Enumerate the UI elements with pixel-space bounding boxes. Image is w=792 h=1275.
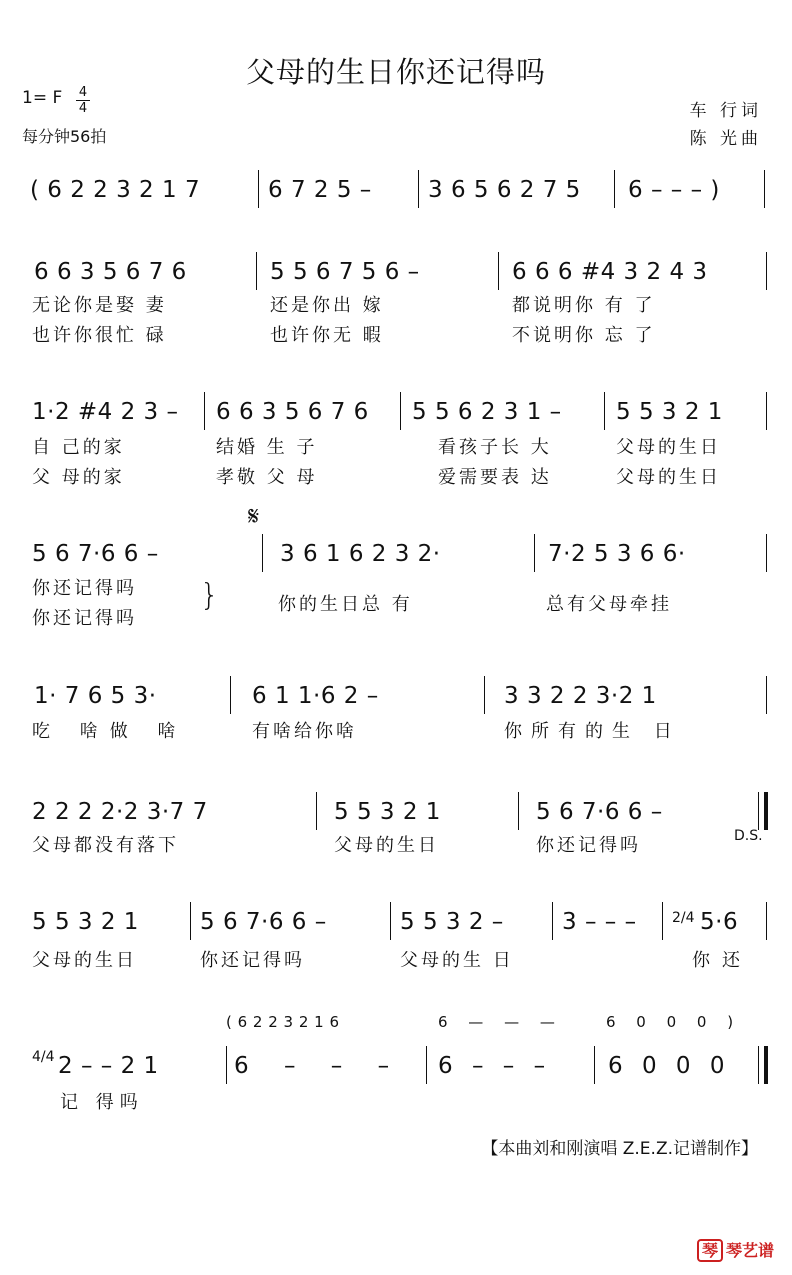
measure: 6 – – – <box>234 1053 404 1079</box>
brace: } <box>200 578 220 613</box>
lyric: 你还记得吗 <box>32 578 137 599</box>
lyric: 父母的生日 <box>32 950 137 971</box>
lyric: 自 己的家 <box>32 437 125 458</box>
lyric: 父母的生日 <box>616 467 721 488</box>
lyric: 你的生日总 有 <box>278 594 413 615</box>
lyric: 你还记得吗 <box>200 950 305 971</box>
measure: ( 6 2 2 3 2 1 7 <box>30 177 201 203</box>
system-7 <box>0 908 792 938</box>
lyric: 记 得吗 <box>60 1092 144 1113</box>
site-logo: 琴 琴艺谱 <box>697 1238 774 1261</box>
measure: 6 6 6 #4 3 2 4 3 <box>512 259 708 285</box>
measure: 5 6 7·6 6 – <box>536 799 663 825</box>
measure: 6 7 2 5 – <box>268 177 372 203</box>
measure: 6 6 3 5 6 7 6 <box>34 259 187 285</box>
credits-footer: 【本曲刘和刚演唱 Z.E.Z.记谱制作】 <box>481 1139 758 1159</box>
lyric: 你还 <box>692 950 752 971</box>
composer-credit: 陈 光曲 <box>689 129 762 149</box>
system-1 <box>0 176 792 206</box>
measure: 3 6 1 6 2 3 2· <box>280 541 441 567</box>
segno-sign: 𝄋 <box>248 502 260 532</box>
measure: 2 2 2 2·2 3·7 7 <box>32 799 208 825</box>
lyric: 父母的生日 <box>334 835 439 856</box>
measure: 5 6 7·6 6 – <box>200 909 327 935</box>
measure: 2 – – 2 1 <box>58 1053 159 1079</box>
measure: 6 — — — <box>438 1013 563 1031</box>
measure: 3 3 2 2 3·2 1 <box>504 683 657 709</box>
accompaniment-line <box>0 1012 792 1032</box>
lyric: 孝敬 父 母 <box>216 467 318 488</box>
song-title: 父母的生日你还记得吗 <box>245 55 546 89</box>
system-5 <box>0 682 792 712</box>
lyric: 父 母的家 <box>32 467 125 488</box>
lyricist-credit: 车 行词 <box>689 101 762 121</box>
measure: 3 6 5 6 2 7 5 <box>428 177 581 203</box>
time-change: 4/4 <box>32 1049 55 1065</box>
measure: 6 1 1·6 2 – <box>252 683 379 709</box>
lyric: 你所有的生 日 <box>504 721 681 742</box>
system-8 <box>0 1049 792 1082</box>
lyric: 不说明你 忘 了 <box>512 325 656 346</box>
lyric: 爱需要表 达 <box>438 467 552 488</box>
measure: 1· 7 6 5 3· <box>34 683 157 709</box>
lyric: 还是你出 嫁 <box>270 295 384 316</box>
lyric: 你还记得吗 <box>32 608 137 629</box>
measure: 5 5 3 2 1 <box>32 909 139 935</box>
lyric: 都说明你 有 了 <box>512 295 656 316</box>
lyric: 看孩子长 大 <box>438 437 552 458</box>
measure: 5 5 3 2 – <box>400 909 504 935</box>
measure: 6 – – – <box>438 1053 552 1079</box>
measure: 5 5 3 2 1 <box>334 799 441 825</box>
measure: 5 5 6 2 3 1 – <box>412 399 562 425</box>
lyric: 父母的生日 <box>616 437 721 458</box>
measure: 6 0 0 0 ) <box>606 1013 742 1031</box>
measure: 5 5 3 2 1 <box>616 399 723 425</box>
measure: 6 0 0 0 <box>608 1053 731 1079</box>
measure: 6 – – – ) <box>628 177 720 203</box>
measure: 7·2 5 3 6 6· <box>548 541 686 567</box>
measure: 5·6 <box>700 909 739 935</box>
measure: 6 6 3 5 6 7 6 <box>216 399 369 425</box>
time-change: 2/4 <box>672 910 695 926</box>
measure: 1·2 #4 2 3 – <box>32 399 179 425</box>
key-signature: 1= F <box>22 88 63 108</box>
lyric: 也许你很忙 碌 <box>32 325 167 346</box>
time-signature: 4 4 <box>76 86 90 115</box>
lyric: 父母的生 日 <box>400 950 514 971</box>
lyric: 也许你无 暇 <box>270 325 384 346</box>
dal-segno-mark: D.S. <box>734 828 763 844</box>
system-6 <box>0 798 792 828</box>
system-3 <box>0 398 792 428</box>
lyric: 吃 啥做 啥 <box>32 721 188 742</box>
system-2 <box>0 258 792 288</box>
lyric: 无论你是娶 妻 <box>32 295 167 316</box>
lyric: 总有父母牵挂 <box>546 594 672 615</box>
system-4 <box>0 540 792 570</box>
measure: 5 5 6 7 5 6 – <box>270 259 420 285</box>
lyric: 有啥给你啥 <box>252 721 357 742</box>
lyric: 父母都没有落下 <box>32 835 179 856</box>
measure: 3 – – – <box>562 909 637 935</box>
lyric: 你还记得吗 <box>536 835 641 856</box>
tempo-marking: 每分钟56拍 <box>22 127 107 146</box>
measure: ( 6 2 2 3 2 1 6 <box>226 1013 340 1031</box>
measure: 5 6 7·6 6 – <box>32 541 159 567</box>
lyric: 结婚 生 子 <box>216 437 318 458</box>
